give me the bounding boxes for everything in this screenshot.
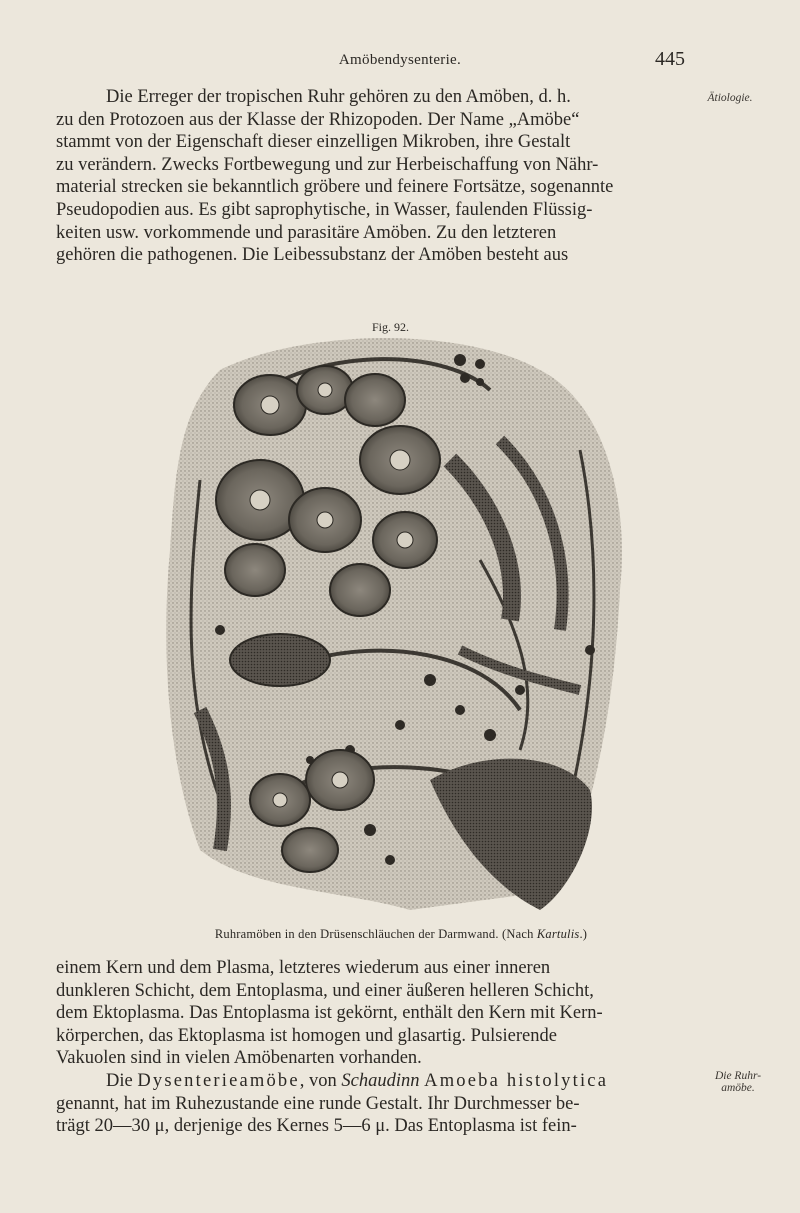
margin-note-line: amöbe. [721,1082,755,1094]
text-line: zu verändern. Zwecks Fortbewegung und zur Herbeischaffung von Nähr- [56,154,599,175]
text-run: , von [299,1071,342,1091]
margin-note-line: Die Ruhr- [714,1070,762,1082]
paragraph-3 [56,1070,692,1138]
running-title: Amöbendysenterie. [338,52,462,68]
paragraph-1 [56,86,692,267]
text-line: gehören die pathogenen. Die Leibessubstanz der Amöben besteht aus [56,245,569,266]
text-line: dem Ektoplasma. Das Entoplasma ist gekörnt, enthält den Kern mit Kern- [56,1003,603,1024]
figure-illustration [160,330,630,916]
text-line: Pseudopodien aus. Es gibt saprophytische, in Wasser, faulenden Flüssig- [56,199,593,220]
species-name: Amoeba histolytica [424,1071,609,1091]
text-line: Die Erreger der tropischen Ruhr gehören zu den Amöben, d. h. [106,87,571,107]
text-line: zu den Protozoen aus der Klasse der Rhizopoden. Der Name „Amöbe“ [56,109,580,130]
text-line: keiten usw. vorkommende und parasitäre Amöben. Zu den letzteren [56,222,557,243]
term-dysenterieamoebe: Dysenterieamöbe [137,1071,300,1091]
figure-caption [86,927,716,942]
page-number: 445 [655,48,685,70]
text-line: Vakuolen sind in vielen Amöbenarten vorhanden. [56,1048,422,1069]
text-line: dunkleren Schicht, dem Entoplasma, und einer äußeren helleren Schicht, [56,980,594,1001]
caption-end: .) [579,927,588,941]
text-line [56,1070,692,1093]
text-line: stammt von der Eigenschaft dieser einzelligen Mikroben, ihre Gestalt [56,132,571,153]
caption-text: Ruhramöben in den Drüsenschläuchen der Darmwand. (Nach [214,927,537,941]
text-line: material strecken sie bekanntlich gröbere und feinere Fortsätze, sogenannte [56,177,614,198]
caption-author: Kartulis [536,927,580,941]
author-name: Schaudinn [341,1071,420,1091]
text-line: körperchen, das Ektoplasma ist homogen und glasartig. Pulsierende [56,1025,557,1046]
text-line: einem Kern und dem Plasma, letzteres wiederum aus einer inneren [56,958,551,978]
text-run: Die [106,1071,138,1091]
margin-note-ruhramoebe [703,1070,773,1094]
text-line: trägt 20—30 μ, derjenige des Kernes 5—6 μ. Das Entoplasma ist fein- [56,1116,577,1137]
margin-note-aetiologie: Ätiologie. [707,92,753,104]
text-line: genannt, hat im Ruhezustande eine runde Gestalt. Ihr Durchmesser be- [56,1093,580,1114]
figure-label: Fig. 92. [372,320,410,334]
paragraph-2 [56,957,692,1070]
